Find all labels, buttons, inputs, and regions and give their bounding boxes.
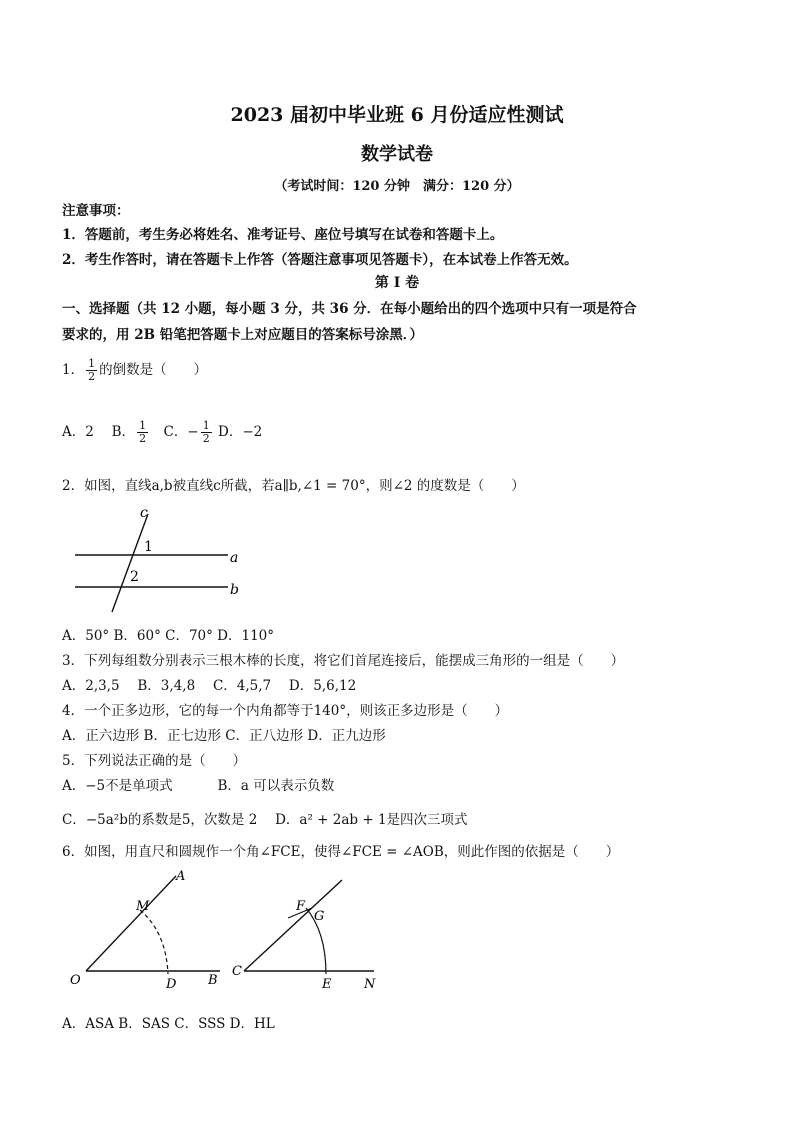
q6-label-E: E	[322, 977, 332, 992]
q1-options	[62, 420, 262, 445]
q6-ray-cf	[244, 880, 342, 971]
q1-option-c-fraction	[201, 420, 212, 445]
exam-info: （考试时间：120 分钟 满分：120 分）	[274, 179, 520, 194]
q2-label-b: b	[230, 582, 239, 598]
q6-label-N: N	[364, 977, 376, 992]
question-4-stem: 4．一个正多边形，它的每一个内角都等于140°，则该正多边形是（ ）	[62, 703, 509, 719]
q1-frac-num: 1	[88, 357, 96, 370]
q1-opt-b-num: 1	[139, 419, 147, 432]
question-1	[62, 358, 207, 383]
q4-options: A．正六边形 B．正七边形 C．正八边形 D．正九边形	[62, 728, 386, 744]
q2-line-c	[112, 514, 148, 612]
q6-label-G: G	[314, 909, 325, 924]
q2-label-2: 2	[130, 569, 139, 585]
question-5-stem: 5．下列说法正确的是（ ）	[62, 753, 247, 769]
q2-label-a: a	[230, 550, 239, 566]
question-2-stem: 2．如图，直线a,b被直线c所截，若a∥b,∠1 = 70°，则∠2 的度数是（ ）	[62, 478, 525, 494]
q3-options: A．2,3,5 B．3,4,8 C．4,5,7 D．5,6,12	[62, 678, 357, 694]
q2-label-c: c	[140, 505, 148, 521]
question-3-stem: 3．下列每组数分别表示三根木棒的长度，将它们首尾连接后，能摆成三角形的一组是（ ）	[62, 653, 625, 669]
q6-label-C: C	[232, 964, 242, 979]
q6-label-M: M	[136, 899, 150, 914]
q6-figure	[60, 862, 400, 997]
exam-subject: 数学试卷	[361, 144, 433, 165]
q1-frac-den: 2	[88, 370, 96, 383]
q6-label-O: O	[70, 973, 81, 988]
q5-options-cd: C．−5a²b的系数是5，次数是 2 D．a² + 2ab + 1是四次三项式	[62, 812, 468, 828]
section1-line2: 要求的，用 2B 铅笔把答题卡上对应题目的答案标号涂黑．）	[62, 327, 423, 343]
section1-line1: 一、选择题（共 12 小题，每小题 3 分，共 36 分．在每小题给出的四个选项中只有一项是符合	[62, 301, 637, 317]
q1-option-b-fraction	[137, 420, 148, 445]
q1-option-d: D．−2	[213, 424, 263, 440]
q6-label-F: F	[296, 899, 306, 914]
q6-label-B: B	[208, 973, 218, 988]
q1-option-c: C．−	[150, 424, 199, 440]
q1-fraction	[86, 358, 97, 383]
question-6-stem: 6．如图，用直尺和圆规作一个角∠FCE，使得∠FCE = ∠AOB，则此作图的依据是（ ）	[62, 844, 620, 860]
q6-label-D: D	[166, 977, 177, 992]
q6-arc-md	[140, 910, 168, 974]
volume-label: 第 I 卷	[374, 275, 420, 291]
q1-opt-b-den: 2	[139, 432, 147, 445]
q5-options-ab: A．−5不是单项式 B．a 可以表示负数	[62, 778, 335, 794]
q1-opt-c-den: 2	[202, 432, 210, 445]
notes-item-1: 1．答题前，考生务必将姓名、准考证号、座位号填写在试卷和答题卡上。	[62, 227, 504, 243]
q1-number: 1．	[62, 362, 85, 378]
exam-title: 2023 届初中毕业班 6 月份适应性测试	[230, 104, 564, 126]
q1-stem: 的倒数是（ ）	[99, 362, 208, 378]
q2-options: A．50° B．60° C．70° D．110°	[62, 628, 274, 644]
notes-heading: 注意事项：	[62, 203, 130, 219]
q6-label-A: A	[176, 869, 186, 884]
q1-option-a: A．2 B．	[62, 424, 136, 440]
notes-item-2: 2．考生作答时，请在答题卡上作答（答题注意事项见答题卡），在本试卷上作答无效。	[62, 252, 578, 268]
q6-ray-oa	[86, 876, 176, 971]
q2-figure	[60, 500, 260, 618]
q2-label-1: 1	[144, 539, 153, 555]
q1-opt-c-num: 1	[202, 419, 210, 432]
q6-options: A．ASA B．SAS C．SSS D．HL	[62, 1016, 275, 1032]
